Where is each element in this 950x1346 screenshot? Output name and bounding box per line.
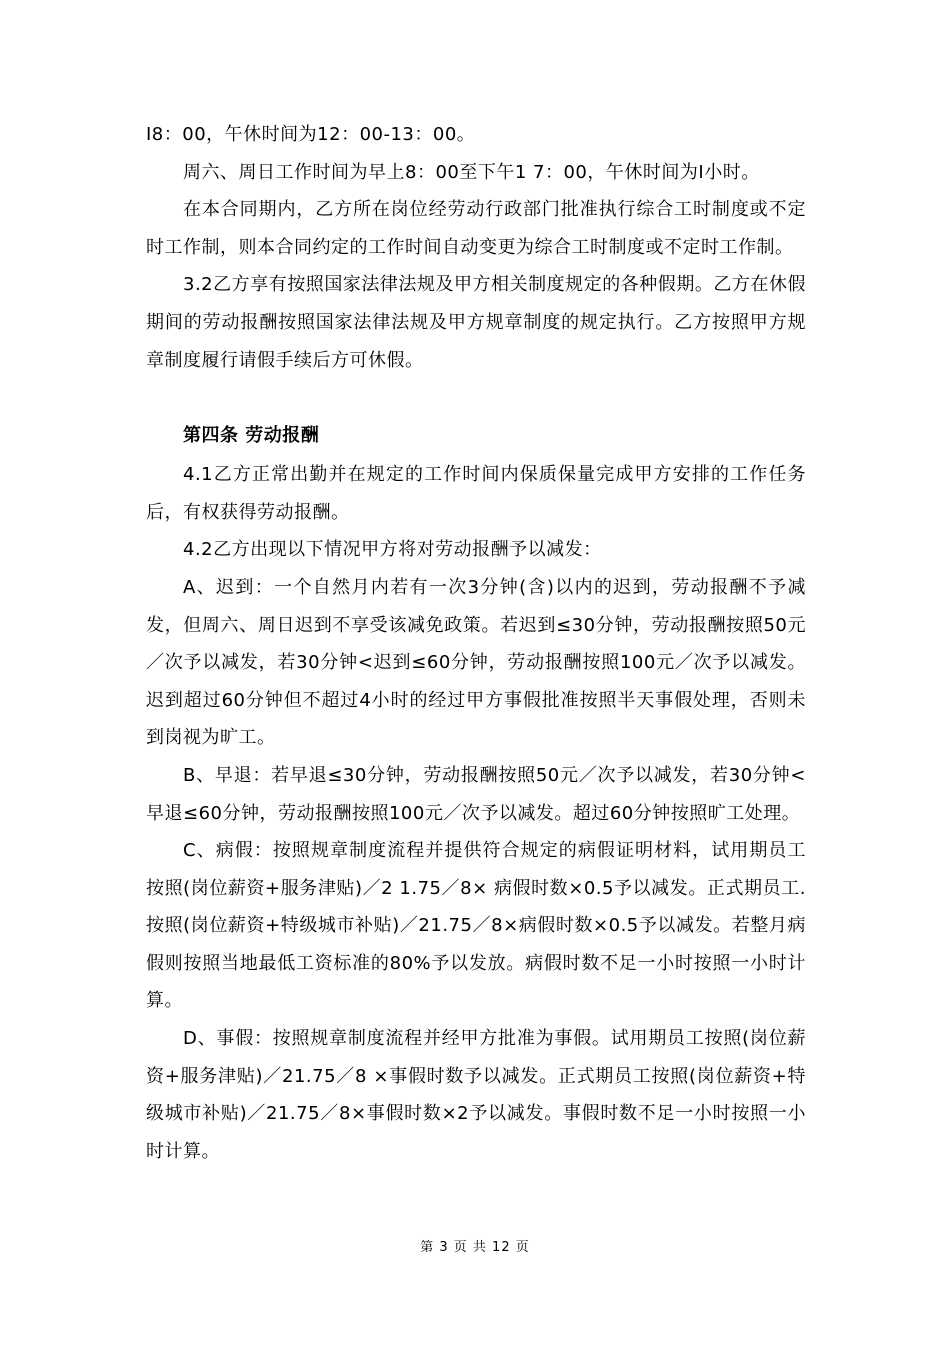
page-body: [146, 116, 806, 1170]
paragraph-late-arrival: A、迟到：一个自然月内若有一次3分钟(含)以内的迟到，劳动报酬不予减发，但周六、周日迟到不享受该减免政策。若迟到≤30分钟，劳动报酬按照50元／次予以减发，若30分钟<迟到≤60分钟，劳动报酬按照100元／次予以减发。迟到超过60分钟但不超过4小时的经过甲方事假批准按照半天事假处理，否则未到岗视为旷工。: [146, 576, 806, 749]
paragraph-sick-leave: C、病假：按照规章制度流程并提供符合规定的病假证明材料，试用期员工按照(岗位薪资+服务津贴)／2 1.75／8× 病假时数×0.5予以减发。正式期员工.按照(岗位薪资+特级城市补贴)／21.75／8×病假时数×0.5予以减发。若整月病假则按照当地最低工资标准的80%予以发放。病假时数不足一小时按照一小时计算。: [146, 840, 806, 1012]
page-footer: 第 3 页 共 12 页: [420, 1240, 530, 1255]
paragraph-work-hours-weekday: I8：00，午休时间为12：00-13：00。: [146, 124, 476, 145]
paragraph-4-2: 4.2乙方出现以下情况甲方将对劳动报酬予以减发：: [183, 539, 602, 561]
paragraph-early-leave: B、早退：若早退≤30分钟，劳动报酬按照50元／次予以减发，若30分钟<早退≤60分钟，劳动报酬按照100元／次予以减发。超过60分钟按照旷工处理。: [146, 764, 806, 824]
paragraph-4-1: 4.1乙方正常出勤并在规定的工作时间内保质保量完成甲方安排的工作任务后，有权获得劳动报酬。: [146, 464, 806, 523]
paragraph-flexible-hours: 在本合同期内，乙方所在岗位经劳动行政部门批准执行综合工时制度或不定时工作制，则本合同约定的工作时间自动变更为综合工时制度或不定时工作制。: [146, 199, 806, 258]
paragraph-work-hours-weekend: 周六、周日工作时间为早上8：00至下午1 7：00，午休时间为I小时。: [183, 161, 760, 183]
paragraph-leave-3-2: 3.2乙方享有按照国家法律法规及甲方相关制度规定的各种假期。乙方在休假期间的劳动报酬按照国家法律法规及甲方规章制度的规定执行。乙方按照甲方规章制度履行请假手续后方可休假。: [146, 274, 806, 371]
section-heading: 第四条 劳动报酬: [183, 425, 320, 447]
paragraph-personal-leave: D、事假：按照规章制度流程并经甲方批准为事假。试用期员工按照(岗位薪资+服务津贴)／21.75／8 ×事假时数予以减发。正式期员工按照(岗位薪资+特级城市补贴)／21.75／8×事假时数×2予以减发。事假时数不足一小时按照一小时计算。: [146, 1028, 806, 1162]
